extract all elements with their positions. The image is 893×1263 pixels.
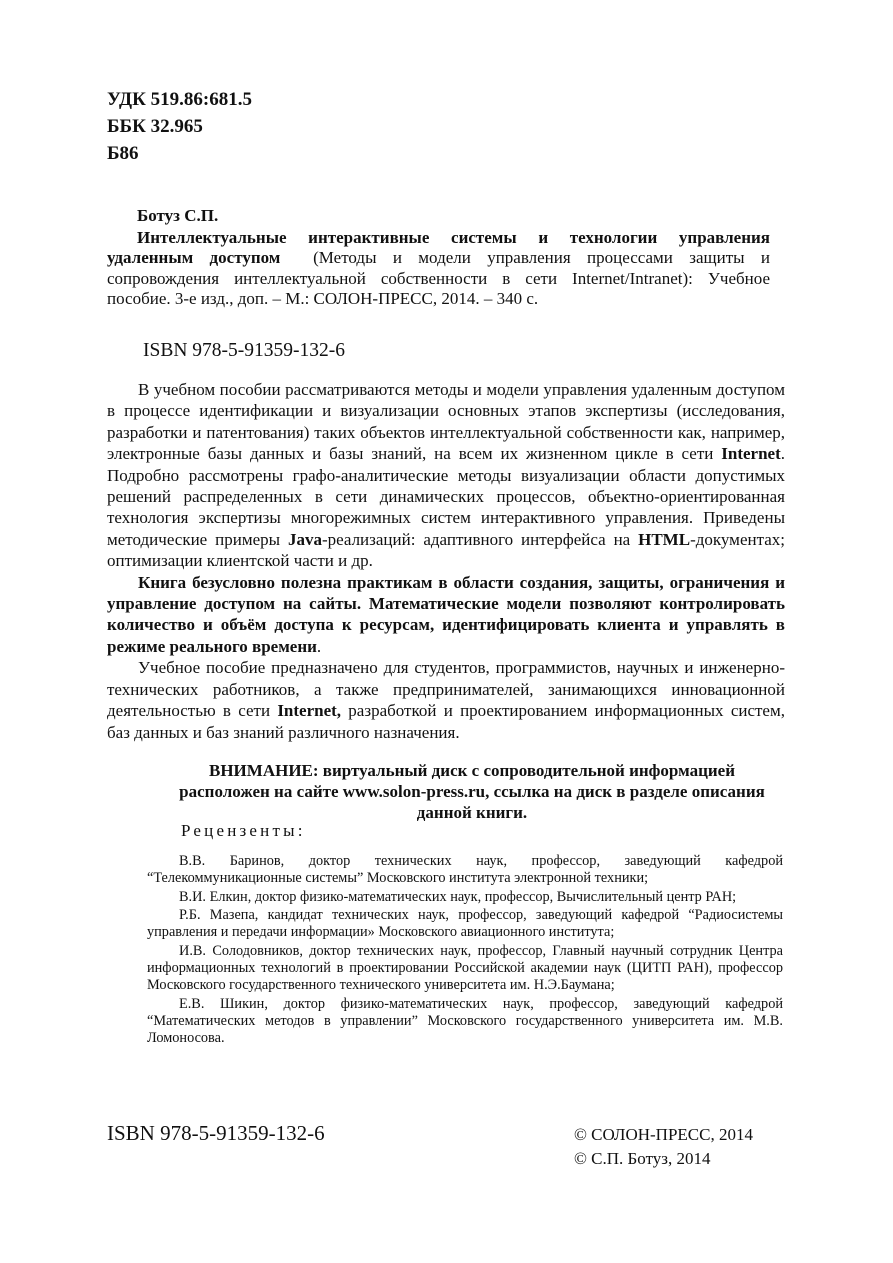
abstract-term: Internet,	[277, 701, 342, 721]
abstract-term: HTML	[638, 529, 691, 549]
abstract-paragraph-3	[107, 657, 785, 743]
bibliographic-record	[107, 206, 770, 310]
author-name: Ботуз С.П.	[137, 206, 219, 225]
copyright-publisher: © СОЛОН-ПРЕСС, 2014	[574, 1125, 753, 1144]
author-mark: Б86	[107, 143, 139, 164]
reviewers-heading: Рецензенты:	[181, 821, 306, 840]
copyright-block	[574, 1123, 753, 1171]
abstract-text: -реализаций: адаптивного интерфейса на	[321, 529, 639, 549]
abstract-term: Internet	[721, 444, 781, 464]
abstract-text: разработкой и проектированием информационных систем, баз данных и баз знаний различного назначения.	[107, 701, 785, 742]
book-title: Интеллектуальные интерактивные системы и технологии управления удаленным доступом	[107, 227, 770, 267]
abstract-paragraph-1	[107, 379, 785, 572]
abstract-paragraph-2	[107, 572, 785, 658]
virtual-disk-notice: ВНИМАНИЕ: виртуальный диск с сопроводительной информацией расположен на сайте www.solon-press.ru, ссылка на диск в разделе описания данной книги.	[179, 761, 765, 822]
abstract-text: -документах; оптимизации клиентской части и др.	[107, 529, 785, 571]
abstract-text: . Подробно рассмотрены графо-аналитические методы визуализации области допустимых решений распределенных в сети динамических процессов, объектно-ориентированная технология экспертизы многорежимных систем интерактивного управления. Приведены методические примеры	[107, 444, 785, 549]
reviewer-entry: Р.Б. Мазепа, кандидат технических наук, профессор, заведующий кафедрой “Радиосистемы управления и передачи информации» Московского авиационного института;	[147, 907, 783, 941]
abstract-text: .	[316, 636, 322, 656]
reviewer-entry: Е.В. Шикин, доктор физико-математических наук, профессор, заведующий кафедрой “Математических методов в управлении” Московского государственного университета им. М.В. Ломоносова.	[147, 995, 783, 1046]
reviewer-entry: В.В. Баринов, доктор технических наук, профессор, заведующий кафедрой “Телекоммуникационные системы” Московского института электронной техники;	[147, 853, 783, 887]
isbn-bottom: ISBN 978-5-91359-132-6	[107, 1121, 325, 1145]
classification-codes	[107, 86, 252, 167]
book-subtitle-imprint: (Методы и модели управления процессами защиты и сопровождения интеллектуальной собственности в сети Internet/Intranet): Учебное пособие. 3-е изд., доп. – М.: СОЛОН-ПРЕСС, 2014. – 340 с.	[107, 248, 771, 308]
isbn-top: ISBN 978-5-91359-132-6	[143, 340, 346, 361]
bbk-code: ББК 32.965	[107, 116, 203, 137]
copyright-author: © С.П. Ботуз, 2014	[574, 1149, 711, 1168]
udk-code: УДК 519.86:681.5	[107, 89, 252, 110]
abstract-term: Java	[287, 529, 322, 549]
abstract-text: В учебном пособии рассматриваются методы и модели управления удаленным доступом в процессе идентификации и визуализации основных этапов экспертизы (исследования, разработки и патентования) таких объектов интеллектуальной собственности как, например, электронные базы данных и базы знаний, на всем их жизненном цикле в сети	[107, 380, 785, 464]
bibliographic-description	[107, 228, 770, 310]
abstract-text: Учебное пособие предназначено для студентов, программистов, научных и инженерно-технических работников, а также предпринимателей, занимающихся инновационной деятельностью в сети	[107, 658, 785, 721]
reviewer-entry: В.И. Елкин, доктор физико-математических наук, профессор, Вычислительный центр РАН;	[179, 888, 737, 905]
abstract	[107, 379, 785, 743]
abstract-highlight: Книга безусловно полезна практикам в области создания, защиты, ограничения и управление доступом на сайты. Математические модели позволяют контролировать количество и объём доступа к ресурсам, идентифицировать клиента и управлять в режиме реального времени	[107, 572, 785, 656]
reviewers-list	[147, 853, 783, 1049]
reviewer-entry: И.В. Солодовников, доктор технических наук, профессор, Главный научный сотрудник Центра информационных технологий в проектировании Российской академии наук (ЦИТП РАН), профессор Московского государственного технического университета им. Н.Э.Баумана;	[147, 942, 783, 994]
